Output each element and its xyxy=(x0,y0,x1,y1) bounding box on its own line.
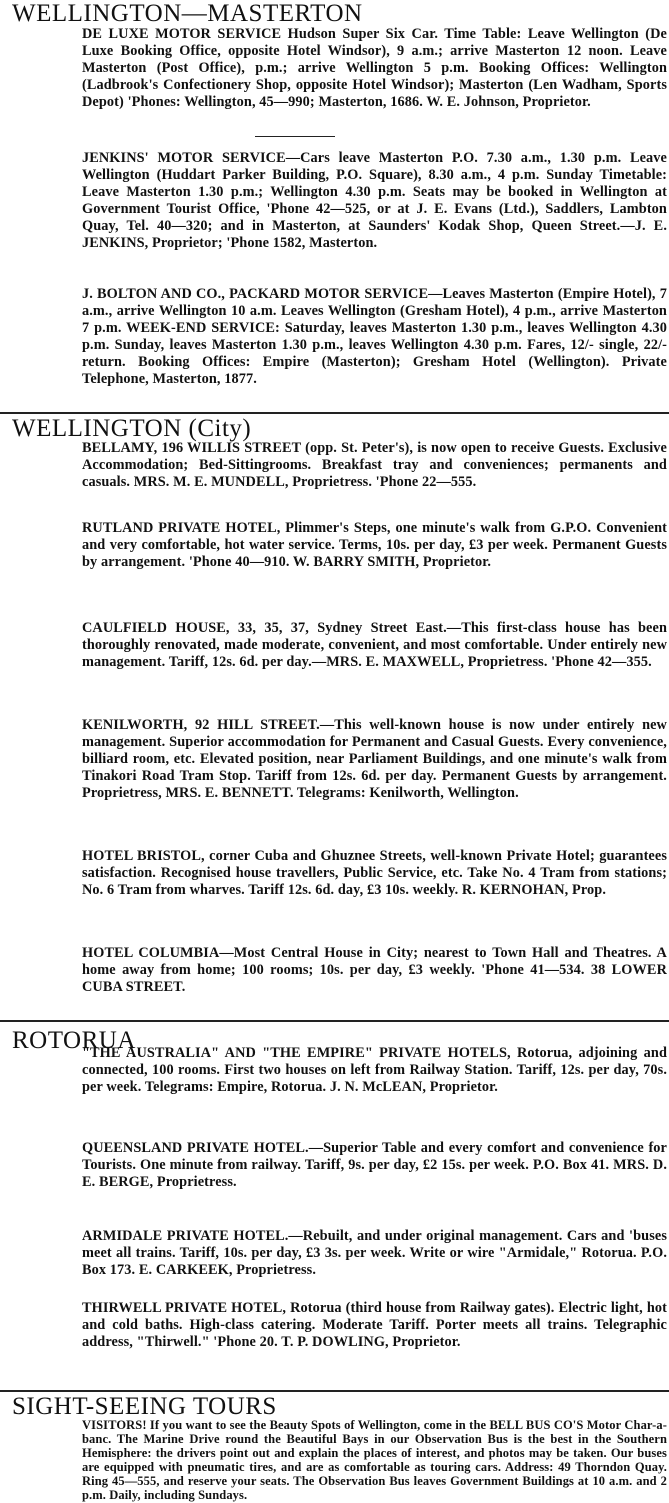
listing-entry: HOTEL COLUMBIA—Most Central House in City; nearest to Town Hall and Theatres. A home away from home; 100 rooms; 10s. per day, £3 weekly. 'Phone 41—534. 38 LOWER CUBA STREET. xyxy=(82,945,667,995)
listing-entry: BELLAMY, 196 WILLIS STREET (opp. St. Peter's), is now open to receive Guests. Exclusive Accommodation; Bed-Sittingrooms. Breakfast tray and conveniences; permanents and casuals. MRS. M. E. MUNDELL, Proprietress. 'Phone 22—555. xyxy=(82,440,667,490)
listing-entry: RUTLAND PRIVATE HOTEL, Plimmer's Steps, one minute's walk from G.P.O. Convenient and very comfortable, hot water service. Terms, 10s. per day, £3 per week. Permanent Guests by arrangement. 'Phone 40—910. W. BARRY SMITH, Proprietor. xyxy=(82,520,667,570)
listing-entry: KENILWORTH, 92 HILL STREET.—This well-known house is now under entirely new management. Superior accommodation for Permanent and Casual Guests. Every convenience, billiard room, etc. Elevated position, near Parliament Buildings, and one minute's walk from Tinakori Road Tram Stop. Tariff from 12s. 6d. per day. Permanent Guests by arrangement. Proprietress, MRS. E. BENNETT. Telegrams: Kenilworth, Wellington. xyxy=(82,717,667,801)
divider xyxy=(255,136,335,137)
section-heading: WELLINGTON (City) xyxy=(12,415,252,442)
listing-entry: JENKINS' MOTOR SERVICE—Cars leave Masterton P.O. 7.30 a.m., 1.30 p.m. Leave Wellington (Huddart Parker Building, P.O. Square), 8.30 a.m., 4 p.m. Sunday Timetable: Leave Masterton 1.30 p.m.; Wellington 4.30 p.m. Seats may be booked in Wellington at Government Tourist Office, 'Phone 42—525, or at J. E. Evans (Ltd.), Saddlers, Lambton Quay, Tel. 40—320; and in Masterton, at Saunders' Kodak Shop, Queen Street.—J. E. JENKINS, Proprietor; 'Phone 1582, Masterton. xyxy=(82,150,667,251)
listing-entry: CAULFIELD HOUSE, 33, 35, 37, Sydney Street East.—This first-class house has been thoroughly renovated, made moderate, convenient, and most comfortable. Under entirely new management. Tariff, 12s. 6d. per day.—MRS. E. MAXWELL, Proprietress. 'Phone 42—355. xyxy=(82,620,667,670)
section-heading: SIGHT-SEEING TOURS xyxy=(12,1393,277,1420)
listing-entry: HOTEL BRISTOL, corner Cuba and Ghuznee Streets, well-known Private Hotel; guarantees satisfaction. Recognised house travellers, Public Service, etc. Take No. 4 Tram from stations; No. 6 Tram from wharves. Tariff 12s. 6d. day, £3 10s. weekly. R. KERNOHAN, Prop. xyxy=(82,848,667,898)
listing-entry: ARMIDALE PRIVATE HOTEL.—Rebuilt, and under original management. Cars and 'buses meet all trains. Tariff, 10s. per day, £3 3s. per week. Write or wire "Armidale," Rotorua. P.O. Box 173. E. CARKEEK, Proprietress. xyxy=(82,1228,667,1278)
section-heading: ROTORUA xyxy=(12,1027,136,1054)
listing-entry: DE LUXE MOTOR SERVICE Hudson Super Six Car. Time Table: Leave Wellington (De Luxe Booking Office, opposite Hotel Windsor), 9 a.m.; arrive Masterton 12 noon. Leave Masterton (Post Office), p.m.; arrive Wellington 5 p.m. Booking Offices: Wellington (Ladbrook's Confectionery Shop, opposite Hotel Windsor); Masterton (Len Wadham, Sports Depot) 'Phones: Wellington, 45—990; Masterton, 1686. W. E. Johnson, Proprietor. xyxy=(82,26,667,110)
section-divider xyxy=(0,412,669,414)
listing-entry: THIRWELL PRIVATE HOTEL, Rotorua (third house from Railway gates). Electric light, hot and cold baths. High-class catering. Moderate Tariff. Porter meets all trains. Telegraphic address, "Thirwell." 'Phone 20. T. P. DOWLING, Proprietor. xyxy=(82,1300,667,1350)
listing-entry: J. BOLTON AND CO., PACKARD MOTOR SERVICE—Leaves Masterton (Empire Hotel), 7 a.m., arrive Wellington 10 a.m. Leaves Wellington (Gresham Hotel), 4 p.m., arrive Masterton 7 p.m. WEEK-END SERVICE: Saturday, leaves Masterton 1.30 p.m., leaves Wellington 4.30 p.m. Sunday, leaves Masterton 1.30 p.m., leaves Wellington 4.30 p.m. Fares, 12/- single, 22/- return. Booking Offices: Empire (Masterton); Gresham Hotel (Wellington). Private Telephone, Masterton, 1877. xyxy=(82,286,667,387)
listing-entry: VISITORS! If you want to see the Beauty Spots of Wellington, come in the BELL BUS CO'S Motor Char-a-banc. The Marine Drive round the Beautiful Bays in our Observation Bus is the best in the Southern Hemisphere: the drivers point out and explain the places of interest, and photos may be taken. Our buses are equipped with pneumatic tires, and are as comfortable as touring cars. Address: 49 Thorndon Quay. Ring 45—555, and reserve your seats. The Observation Bus leaves Government Buildings at 10 a.m. and 2 p.m. Daily, including Sundays. xyxy=(82,1418,667,1502)
listing-entry: "THE AUSTRALIA" AND "THE EMPIRE" PRIVATE HOTELS, Rotorua, adjoining and connected, 100 rooms. First two houses on left from Railway Station. Tariff, 12s. per day, 70s. per week. Telegrams: Empire, Rotorua. J. N. McLEAN, Proprietor. xyxy=(82,1045,667,1095)
section-divider xyxy=(0,1390,669,1392)
listing-entry: QUEENSLAND PRIVATE HOTEL.—Superior Table and every comfort and convenience for Tourists. One minute from railway. Tariff, 9s. per day, £2 15s. per week. P.O. Box 41. MRS. D. E. BERGE, Proprietress. xyxy=(82,1140,667,1190)
section-heading: WELLINGTON—MASTERTON xyxy=(12,0,363,27)
section-divider xyxy=(0,1020,669,1022)
